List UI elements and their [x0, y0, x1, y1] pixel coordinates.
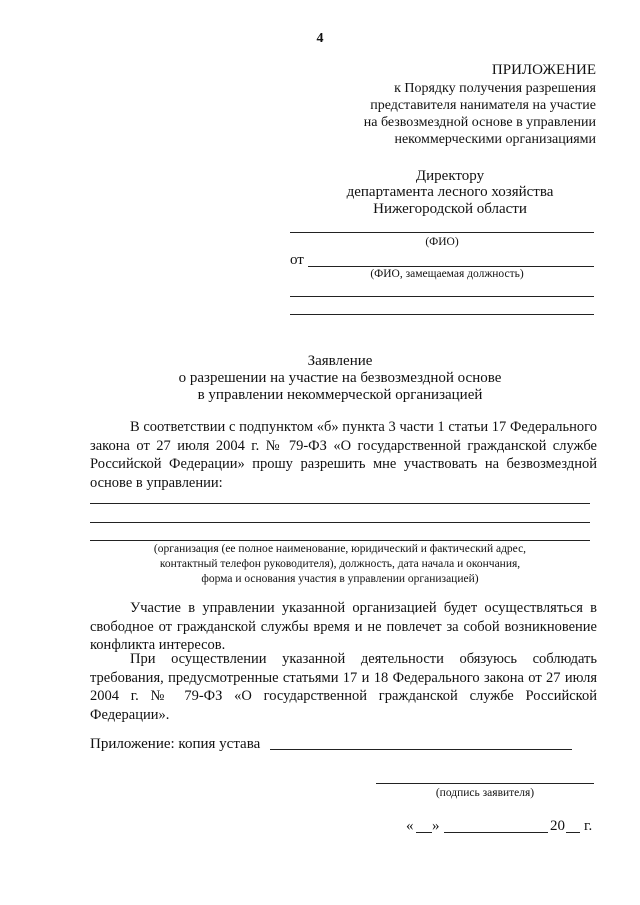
org-line-2[interactable]: [90, 522, 590, 523]
date-month-line[interactable]: [444, 832, 548, 833]
date-century: 20: [550, 818, 565, 834]
paragraph-conflict: Участие в управлении указанной организацией будет осуществляться в свободное от гражданской службы время и не повлечет за собой возникновение конфликта интересов.: [90, 600, 597, 653]
appendix-line-4: некоммерческими организациями: [394, 132, 596, 147]
date-year-line[interactable]: [566, 832, 580, 833]
addressee-line-1: Директору: [415, 168, 485, 184]
doc-title-1: Заявление: [307, 353, 373, 369]
date-close-quote: »: [432, 818, 440, 834]
fio-line[interactable]: [290, 232, 594, 233]
paragraph-request: В соответствии с подпунктом «б» пункта 3 части 1 статьи 17 Федерального закона от 27 июля 2004 г. № 79-ФЗ «О государственной гражданской службе Российской Федерации» прошу разрешить мне участвовать на безвозмездной основе в управлении:: [90, 419, 597, 491]
page-number: 4: [316, 31, 324, 46]
date-open-quote: «: [406, 818, 414, 834]
addressee-line-3: Нижегородской области: [373, 201, 527, 217]
from-extra-line-1[interactable]: [290, 296, 594, 297]
from-label: от: [290, 252, 304, 268]
paragraph-obligation: При осуществлении указанной деятельности обязуюсь соблюдать требования, предусмотренные статьями 17 и 18 Федерального закона от 27 июля 2004 г. № 79-ФЗ «О государственной гражданской службе Российской Федерации».: [90, 651, 597, 723]
org-line-3[interactable]: [90, 540, 590, 541]
appendix-line-3: на безвозмездной основе в управлении: [363, 115, 596, 130]
date-day-line[interactable]: [416, 832, 432, 833]
doc-title-3: в управлении некоммерческой организацией: [197, 387, 483, 403]
fio-caption: (ФИО): [425, 236, 459, 248]
signature-line[interactable]: [376, 783, 594, 784]
addressee-line-2: департамента лесного хозяйства: [346, 184, 554, 200]
date-year-suffix: г.: [584, 818, 593, 834]
org-caption-3: форма и основания участия в управлении организацией): [201, 573, 479, 585]
attachment-line[interactable]: [270, 749, 572, 750]
org-caption-1: (организация (ее полное наименование, юридический и фактический адрес,: [153, 543, 527, 555]
appendix-title: ПРИЛОЖЕНИЕ: [491, 62, 596, 78]
attachment-label: Приложение: копия устава: [90, 736, 261, 752]
appendix-line-1: к Порядку получения разрешения: [394, 81, 596, 96]
doc-title-2: о разрешении на участие на безвозмездной основе: [178, 370, 502, 386]
signature-caption: (подпись заявителя): [435, 787, 535, 799]
fio-position-caption: (ФИО, замещаемая должность): [370, 268, 524, 280]
org-line-1[interactable]: [90, 503, 590, 504]
org-caption-2: контактный телефон руководителя), должность, дата начала и окончания,: [159, 558, 521, 570]
from-extra-line-2[interactable]: [290, 314, 594, 315]
appendix-line-2: представителя нанимателя на участие: [370, 98, 596, 113]
